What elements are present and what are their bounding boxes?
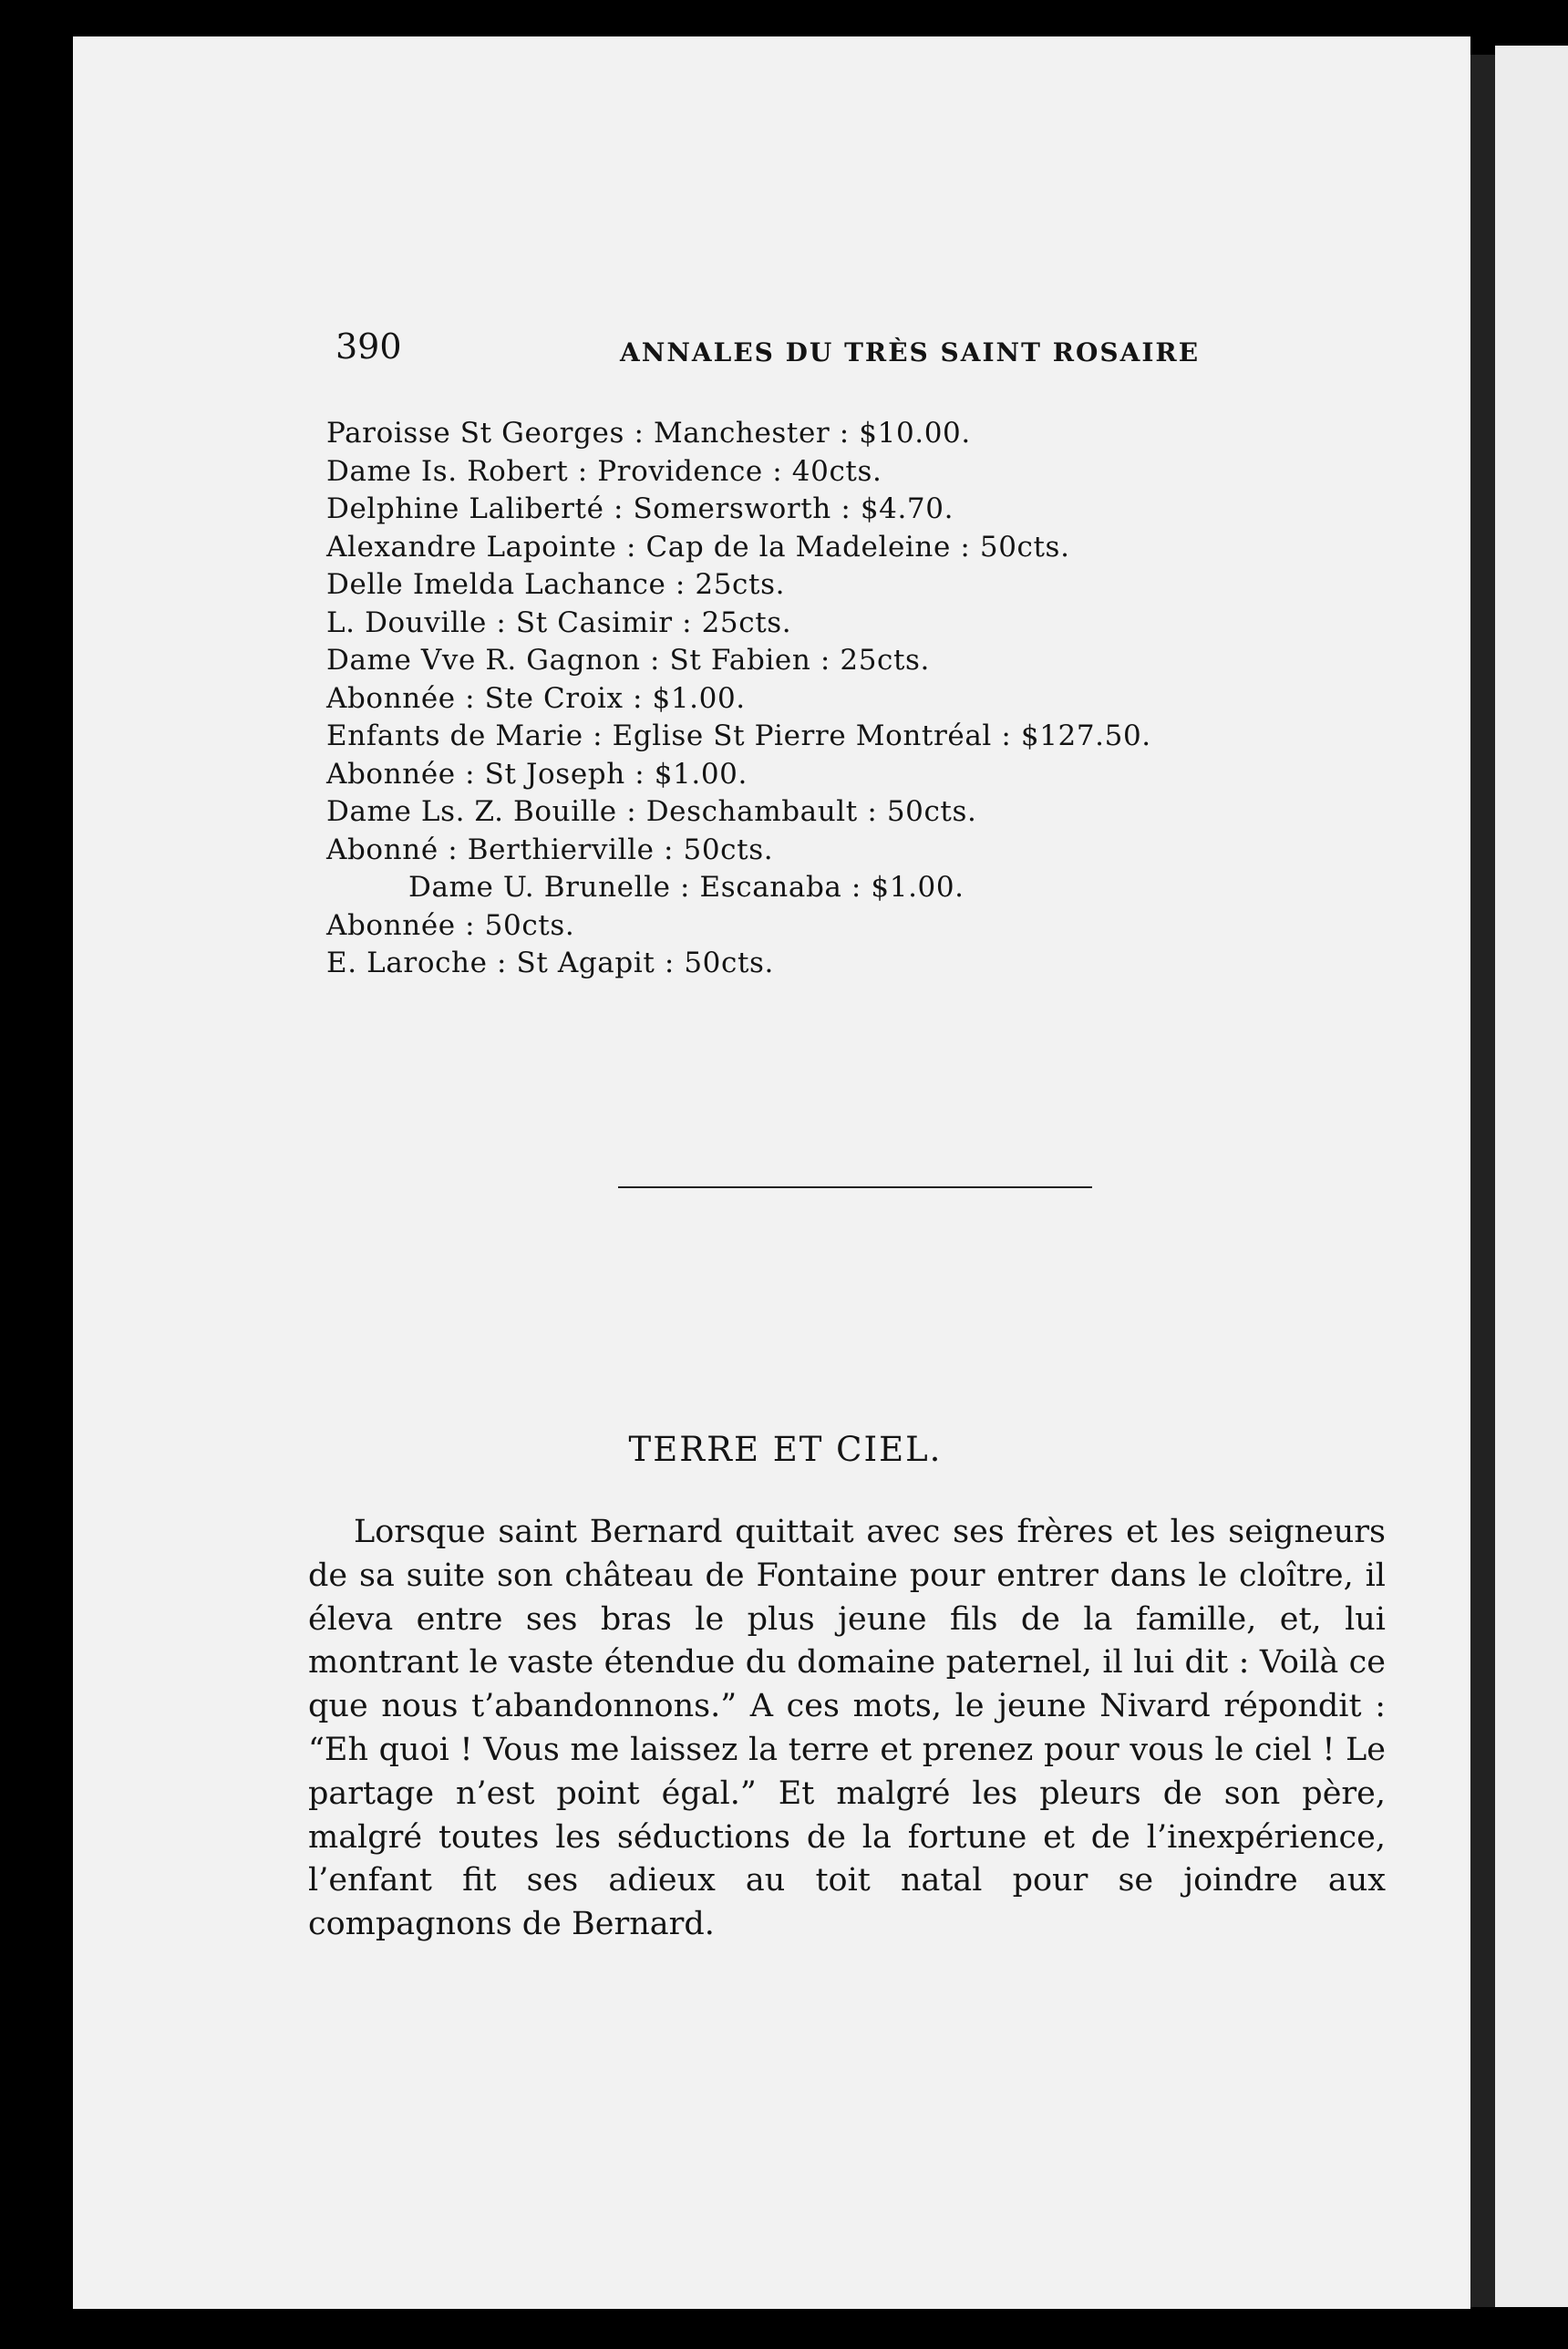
list-item: Abonnée : Ste Croix : $1.00. bbox=[326, 681, 746, 715]
list-item: Abonnée : 50cts. bbox=[326, 908, 575, 942]
list-item: Enfants de Marie : Eglise St Pierre Montréal : $127.50. bbox=[326, 719, 1151, 752]
list-item: Alexandre Lapointe : Cap de la Madeleine : 50cts. bbox=[326, 530, 1070, 564]
running-head: ANNALES DU TRÈS SAINT ROSAIRE bbox=[620, 337, 1201, 367]
list-item: Abonnée : St Joseph : $1.00. bbox=[326, 757, 748, 791]
adjacent-page-edge bbox=[1495, 46, 1568, 2307]
section-divider bbox=[618, 1186, 1092, 1188]
article-paragraph: Lorsque saint Bernard quittait avec ses frères et les seigneurs de sa suite son château de Fontaine pour entrer dans le cloître, il éleva entre ses bras le plus jeune fils de la famille, et, lui montrant le vaste étendue du domaine paternel, il lui dit : Voilà ce que nous t’abandonnons.” A ces mots, le jeune Nivard répondit : “Eh quoi ! Vous me laissez la terre et prenez pour vous le ciel ! Le partage n’est point égal.” Et malgré les pleurs de son père, malgré toutes les séductions de la fortune et de l’inexpérience, l’enfant fit ses adieux au toit natal pour se joindre aux compagnons de Bernard. bbox=[308, 1514, 1386, 1943]
list-item: Dame Vve R. Gagnon : St Fabien : 25cts. bbox=[326, 644, 931, 677]
list-item: Abonné : Berthierville : 50cts. bbox=[326, 833, 774, 866]
list-item: Paroisse St Georges : Manchester : $10.00. bbox=[326, 417, 971, 450]
donation-list bbox=[326, 415, 1151, 983]
list-item: L. Douville : St Casimir : 25cts. bbox=[326, 605, 792, 639]
page-gutter-shadow bbox=[1470, 55, 1495, 2307]
list-item: Delphine Laliberté : Somersworth : $4.70. bbox=[326, 492, 954, 525]
list-item: E. Laroche : St Agapit : 50cts. bbox=[326, 947, 774, 979]
article-title: TERRE ET CIEL. bbox=[628, 1430, 943, 1469]
list-item: Dame Ls. Z. Bouille : Deschambault : 50cts. bbox=[326, 795, 977, 828]
list-item: Delle Imelda Lachance : 25cts. bbox=[326, 568, 786, 601]
list-item: Dame Is. Robert : Providence : 40cts. bbox=[326, 454, 882, 488]
list-item: Dame U. Brunelle : Escanaba : $1.00. bbox=[408, 871, 965, 904]
page-number: 390 bbox=[335, 326, 402, 367]
book-page bbox=[73, 36, 1470, 2309]
